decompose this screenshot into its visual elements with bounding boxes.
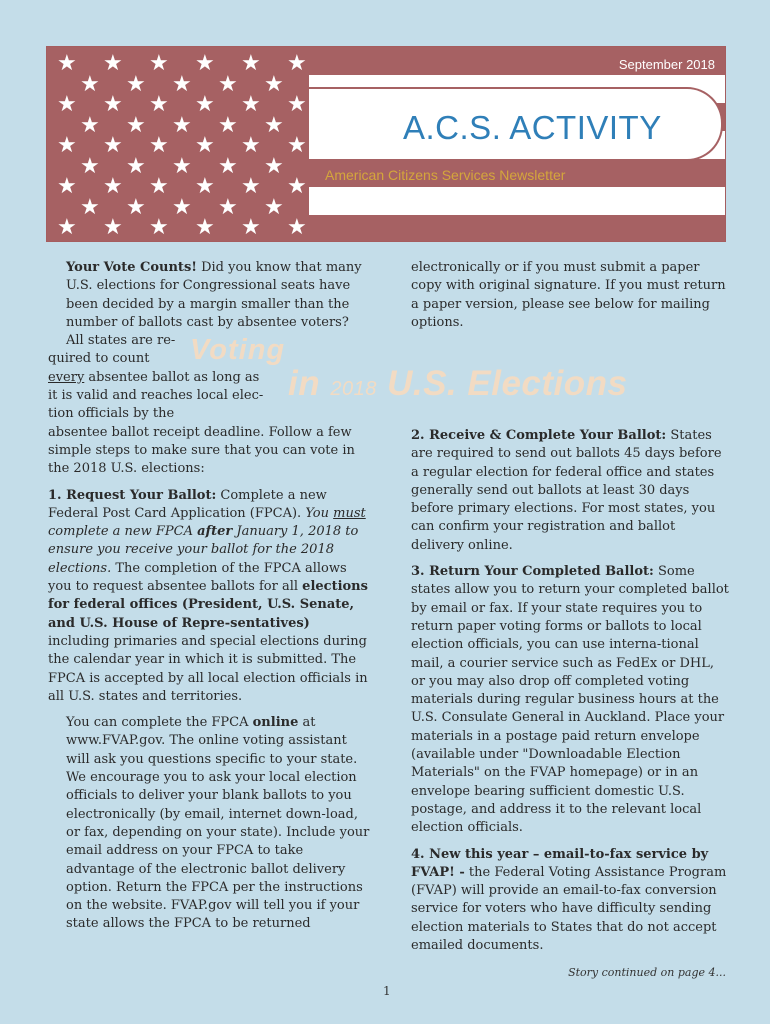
step-3-heading: 3. Return Your Completed Ballot: [411,564,654,580]
star-icon: ★ [57,51,77,76]
step-1-text: Complete a new Federal Post Card Application (FPCA). [48,487,327,521]
intro-text: Did you know that many U.S. elections for Congressional seats have been decided by a margin smaller than the number of ballots cast by absentee voters? All states are re- [66,260,362,349]
star-icon: ★ [149,51,169,76]
headline-us-elections: U.S. Elections [387,364,628,403]
star-icon: ★ [241,133,261,158]
headline-voting: Voting [190,334,286,366]
star-icon: ★ [80,194,100,220]
intro-text-3: absentee ballot as long as [84,369,260,385]
continued-text: electronically or if you must submit a paper copy with original signature. If you must return a paper version, please see below for mailing options. [411,260,726,330]
star-icon: ★ [241,174,261,199]
star-icon: ★ [57,92,77,117]
intro-text-2: quired to count [48,351,150,367]
step-1-after: after [197,524,233,540]
star-icon: ★ [287,133,307,158]
star-icon: ★ [264,71,284,97]
star-icon: ★ [149,174,169,199]
headline-year: 2018 [330,378,377,400]
star-icon: ★ [172,194,192,220]
star-icon: ★ [57,133,77,158]
right-column-top [411,259,731,332]
step-1-text-d: The completion of the FPCA allows you to request absentee ballots for all [48,560,347,595]
step-1-request-ballot [48,487,370,707]
fpca-text-b: at www.FVAP.gov. The online voting assistant will ask you questions specific to your state. We encourage you to ask your local election officials to deliver your blank ballots to you electronically (by email, internet down-load, or fax, depending on your state). Include your email address on your FPCA to take advantage of the electronic ballot delivery option. Return the FPCA per the instructions on the website. FVAP.gov will tell you if your state allows the FPCA to be returned [66,715,370,932]
star-icon: ★ [149,215,169,240]
star-icon: ★ [218,194,238,220]
star-icon: ★ [172,71,192,97]
step-2-receive-ballot [411,427,731,555]
intro-lead: Your Vote Counts! [66,260,197,275]
step-3-text: Some states allow you to return your completed ballot by email or fax. If your state requires you to return paper voting forms or ballots to local election officials, you can use interna-tional mail, a courier service such as FedEx or DHL, or you may also drop off completed voting materials during regular business hours at the U.S. Consulate General in Auckland. Place your materials in a postage paid return envelope (available under "Downloadable Election Materials" on the FVAP homepage) or in an envelope bearing sufficient domestic U.S. postage, and address it to the relevant local election officials. [411,564,729,836]
intro-text-5: tion officials by the [48,406,175,422]
step-1-federal-offices: elections for federal offices (President, U.S. Senate, and U.S. House of Repre-sentatives) [48,579,368,631]
star-icon: ★ [195,133,215,158]
star-icon: ★ [287,215,307,240]
right-column [411,427,731,955]
step-3-return-ballot [411,563,731,837]
star-icon: ★ [287,92,307,117]
star-icon: ★ [218,153,238,179]
star-icon: ★ [241,51,261,76]
newsletter-subtitle: American Citizens Services Newsletter [325,167,566,183]
star-icon: ★ [195,174,215,199]
step-1-text-b: complete a new FPCA [48,524,198,540]
star-icon: ★ [172,112,192,138]
star-icon: ★ [264,112,284,138]
step-1-must: must [333,505,366,521]
intro-paragraph [48,259,370,350]
intro-continued [48,350,288,423]
fpca-online-paragraph [48,714,370,934]
story-continued-note: Story continued on page 4... [568,966,726,979]
flag-canton [47,47,309,241]
star-icon: ★ [172,153,192,179]
star-icon: ★ [264,153,284,179]
star-icon: ★ [218,112,238,138]
headline-in: in [288,364,321,403]
newsletter-banner [46,46,726,242]
star-icon: ★ [126,194,146,220]
fpca-text-a: You can complete the FPCA [66,715,253,731]
star-icon: ★ [103,51,123,76]
intro-text-6: absentee ballot receipt deadline. Follow a few simple steps to make sure that you can vote in the 2018 U.S. elections: [48,424,355,477]
star-icon: ★ [195,51,215,76]
issue-date: September 2018 [618,57,715,72]
newsletter-title: A.C.S. ACTIVITY [403,109,662,146]
star-icon: ★ [126,153,146,179]
star-icon: ★ [126,112,146,138]
star-icon: ★ [80,153,100,179]
intro-text-4: it is valid and reaches local elec- [48,388,264,404]
star-icon: ★ [126,71,146,97]
step-2-heading: 2. Receive & Complete Your Ballot: [411,428,667,443]
fpca-online: online [252,715,299,731]
step-1-heading: 1. Request Your Ballot: [48,487,217,503]
page-number: 1 [383,984,391,998]
star-icon: ★ [57,174,77,199]
step-1-you: You [305,505,334,521]
star-icon: ★ [149,133,169,158]
step-1-text-c: January 1, 2018 to ensure you receive your ballot for the 2018 elections. [48,524,359,576]
step-4-text: the Federal Voting Assistance Program (FVAP) will provide an email-to-fax conversion service for voters who have difficulty sending election materials to States that do not accept emailed documents. [411,864,727,954]
left-column [48,259,370,934]
star-icon: ★ [103,92,123,117]
star-icon: ★ [241,92,261,117]
star-icon: ★ [264,194,284,220]
star-icon: ★ [57,215,77,240]
star-icon: ★ [149,92,169,117]
star-icon: ★ [103,174,123,199]
intro-every: every [48,369,85,385]
step-2-text: States are required to send out ballots 45 days before a regular election for federal office and states generally send out ballots at least 30 days before primary elections. For most states, you can confirm your registration and ballot delivery online. [411,428,722,553]
star-icon: ★ [80,71,100,97]
star-icon: ★ [287,174,307,199]
star-icon: ★ [287,51,307,76]
star-icon: ★ [80,112,100,138]
star-icon: ★ [241,215,261,240]
star-icon: ★ [195,92,215,117]
star-icon: ★ [195,215,215,240]
step-4-heading: 4. New this year – email-to-fax service by FVAP! - [411,846,709,880]
star-icon: ★ [103,133,123,158]
star-icon: ★ [103,215,123,240]
star-icon: ★ [218,71,238,97]
step-1-text-e: including primaries and special elections during the calendar year in which it is submitted. The FPCA is accepted by all local election officials in all U.S. states and territories. [48,633,368,704]
step-4-email-to-fax [411,846,731,956]
